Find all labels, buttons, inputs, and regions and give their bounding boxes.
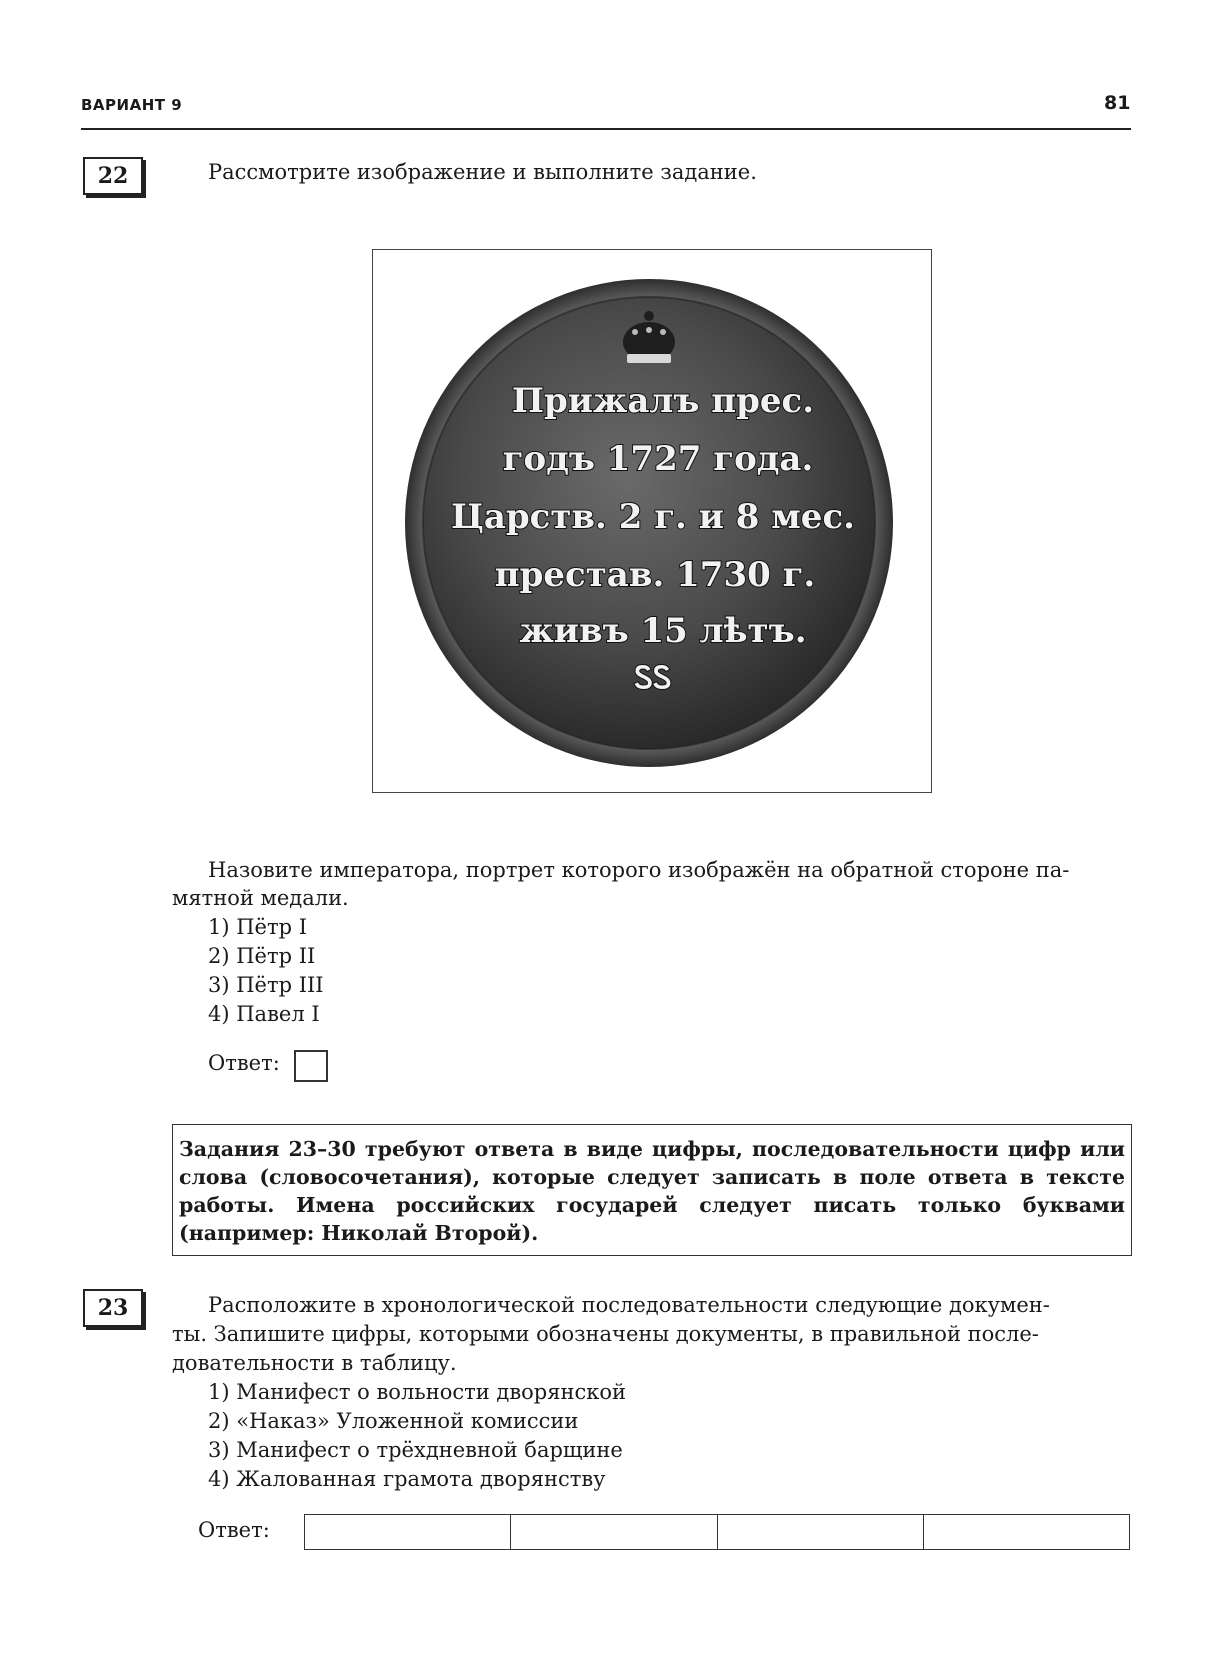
header-divider [81, 128, 1131, 130]
task-22-answer-label: Ответ: [208, 1051, 280, 1075]
medal-line-3: Царств. 2 г. и 8 мес. [451, 497, 855, 537]
medal-line-5: живъ 15 лѣтъ. [519, 611, 807, 651]
task-23-option-3: 3) Манифест о трёхдневной барщине [208, 1438, 623, 1462]
task-22-answer-box[interactable] [294, 1050, 328, 1082]
answer-cell-2[interactable] [511, 1515, 717, 1550]
task-23-answer-table [304, 1514, 1130, 1550]
task-23-option-2: 2) «Наказ» Уложенной комиссии [208, 1409, 579, 1433]
medal-line-4: престав. 1730 г. [494, 555, 816, 595]
medal-photo [372, 249, 932, 793]
task-22-option-2: 2) Пётр II [208, 944, 316, 968]
answer-cell-1[interactable] [305, 1515, 511, 1550]
task-22-question-line-2: мятной медали. [172, 886, 349, 910]
task-23-option-1: 1) Манифест о вольности дворянской [208, 1380, 627, 1404]
medal-line-2: годъ 1727 года. [502, 439, 814, 479]
task-23-prompt-line-2: ты. Запишите цифры, которыми обозначены документы, в правильной после- [172, 1322, 1039, 1346]
answer-cell-3[interactable] [717, 1515, 923, 1550]
task-22-prompt: Рассмотрите изображение и выполните задание. [208, 160, 757, 184]
answer-cell-4[interactable] [923, 1515, 1129, 1550]
variant-label: ВАРИАНТ 9 [81, 96, 183, 114]
task-number-23: 23 [83, 1289, 143, 1327]
task-23-prompt-line-3: довательности в таблицу. [172, 1351, 457, 1375]
task-22-option-1: 1) Пётр I [208, 915, 308, 939]
task-22-question-line-1: Назовите императора, портрет которого изображён на обратной стороне па- [208, 858, 1070, 882]
task-23-option-4: 4) Жалованная грамота дворянству [208, 1467, 606, 1491]
medal-illustration [373, 250, 931, 792]
medal-line-1: Прижалъ прес. [511, 381, 815, 421]
task-22-option-3: 3) Пётр III [208, 973, 324, 997]
instructions-text: Задания 23–30 требуют ответа в виде цифры, последовательности цифр или слова (словосочетания), которые следует записать в поле ответа в тексте работы. Имена российских государей следует писать только буквами (например: Николай Второй). [179, 1137, 1125, 1245]
medal-mark: ᏚᏚ [634, 661, 672, 696]
task-23-answer-label: Ответ: [198, 1518, 270, 1542]
instructions-box [172, 1124, 1132, 1256]
task-22-option-4: 4) Павел I [208, 1002, 320, 1026]
task-23-prompt-line-1: Расположите в хронологической последовательности следующие докумен- [208, 1293, 1050, 1317]
task-number-22: 22 [83, 157, 143, 195]
page-number: 81 [1104, 92, 1131, 114]
